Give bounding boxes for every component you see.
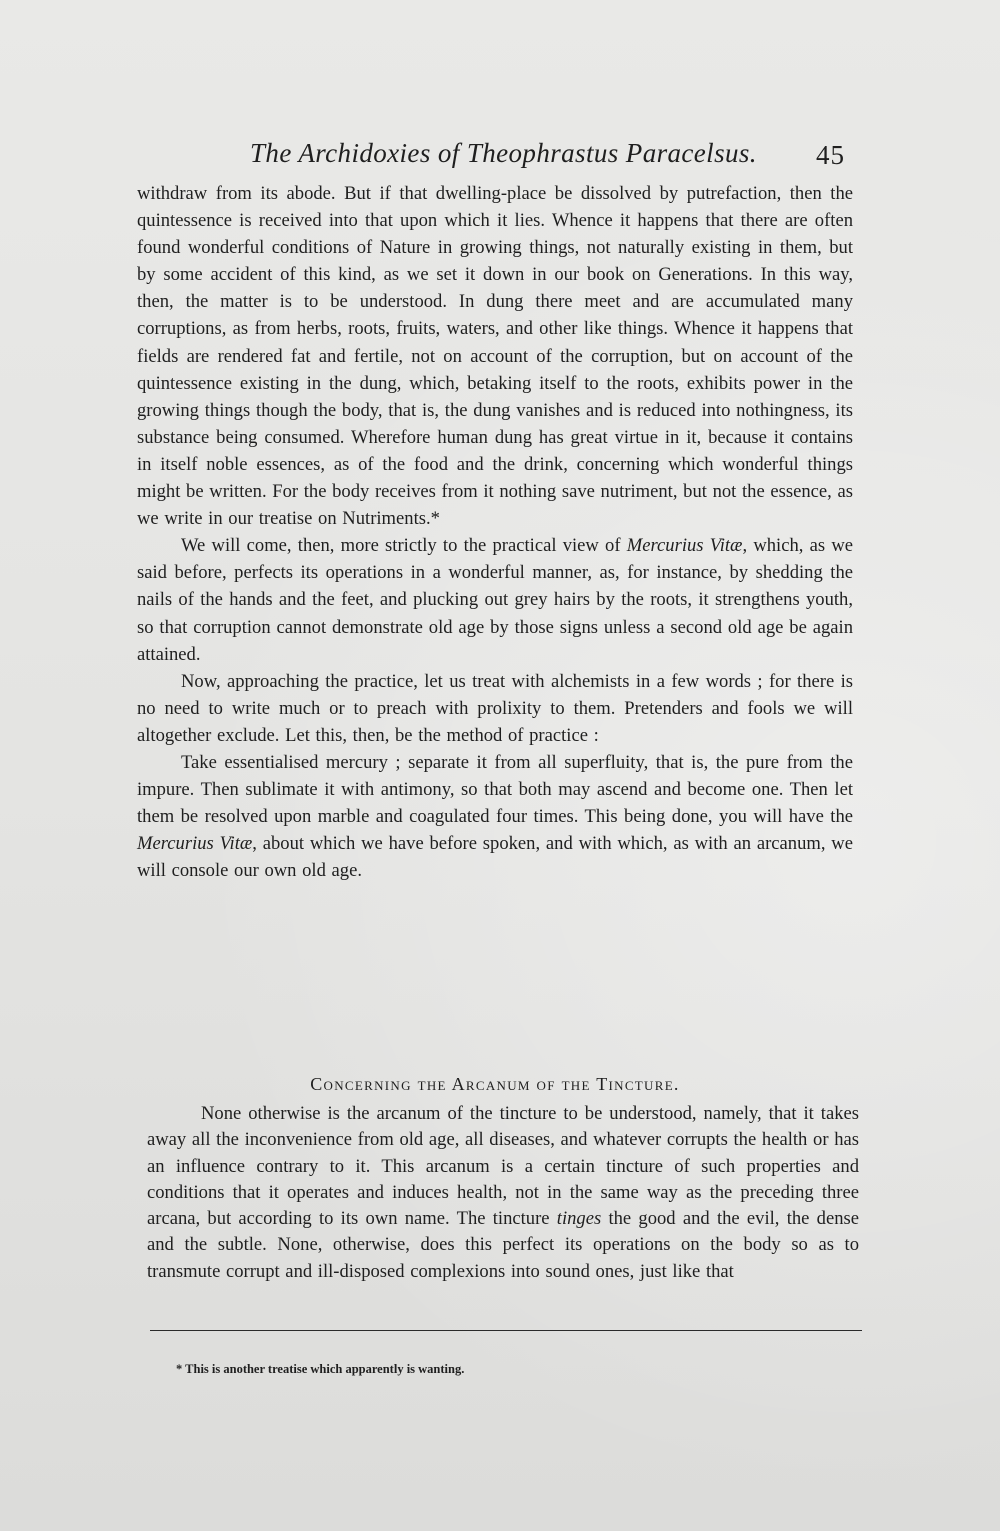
- footnote: * This is another treatise which apparently is wanting.: [176, 1362, 465, 1376]
- footnote-divider: [150, 1330, 862, 1331]
- running-title: The Archidoxies of Theophrastus Paracelsus.: [250, 138, 757, 168]
- text-run: Take essentialised mercury ; separate it from all superfluity, that is, the pure from the impure. Then sublimate it with antimony, so that both may ascend and become one. Then let them be resolved upon marble and coagulated four times. This being done, you will have the: [137, 751, 853, 828]
- italic-term: Mercurius Vitæ: [137, 833, 253, 855]
- text-run: the good and the evil, the dense and the subtle. None, otherwise, does this perfect its operations on the body so as to transmute corrupt and ill-disposed complexions into sound ones, just like that: [147, 1208, 859, 1282]
- page-number: 45: [816, 140, 845, 170]
- paragraph-practice: Now, approaching the practice, let us treat with alchemists in a few words ; for there is no need to write much or to preach with prolixity to them. Pretenders and fools we will altogether exclude. Let this, then, be the method of practice :: [137, 670, 853, 746]
- italic-term: Mercurius Vitæ: [626, 535, 743, 557]
- text-run: We will come, then, more strictly to the practical view of: [181, 535, 627, 557]
- paragraph-mercurius-vitae: [137, 532, 853, 667]
- section-paragraph: [147, 1101, 859, 1285]
- running-head: [250, 138, 850, 178]
- section-heading: Concerning the Arcanum of the Tincture.: [310, 1074, 680, 1094]
- italic-term: tinges: [556, 1208, 602, 1230]
- main-text-block: [137, 180, 853, 884]
- text-run: , which, as we said before, perfects its operations in a wonderful manner, as, for instance, by shedding the nails of the hands and the feet, and plucking out grey hairs by the roots, it strengthens youth, so that corruption cannot demonstrate old age by those signs unless a second old age be again attained.: [137, 535, 853, 665]
- text-run: , about which we have before spoken, and with which, as with an arcanum, we will console our own old age.: [137, 833, 853, 882]
- paragraph-continued: withdraw from its abode. But if that dwelling-place be dissolved by putrefaction, then the quintessence is received into that upon which it lies. Whence it happens that there are often found wonderful conditions of Nature in growing things, not naturally existing in them, but by some accident of this kind, as we set it down in our book on Generations. In this way, then, the matter is to be understood. In dung there meet and are accumulated many corruptions, as from herbs, roots, fruits, waters, and other like things. Whence it happens that fields are rendered fat and fertile, not on account of the corruption, but on account of the quintessence existing in the dung, which, betaking itself to the roots, exhibits power in the growing things though the body, that is, the dung vanishes and is reduced into nothingness, its substance being consumed. Wherefore human dung has great virtue in it, because it contains in itself noble essences, as of the food and the drink, concerning which wonderful things might be written. For the body receives from it nothing save nutriment, but not the essence, as we write in our treatise on Nutriments.*: [137, 183, 853, 530]
- text-run: None otherwise is the arcanum of the tincture to be understood, namely, that it takes away all the inconvenience from old age, all diseases, and whatever corrupts the health or has an influence contrary to it. This arcanum is a certain tincture of such properties and conditions that it operates and induces health, not in the same way as the preceding three arcana, but according to its own name. The tincture: [147, 1103, 859, 1230]
- paragraph-method: [137, 749, 853, 884]
